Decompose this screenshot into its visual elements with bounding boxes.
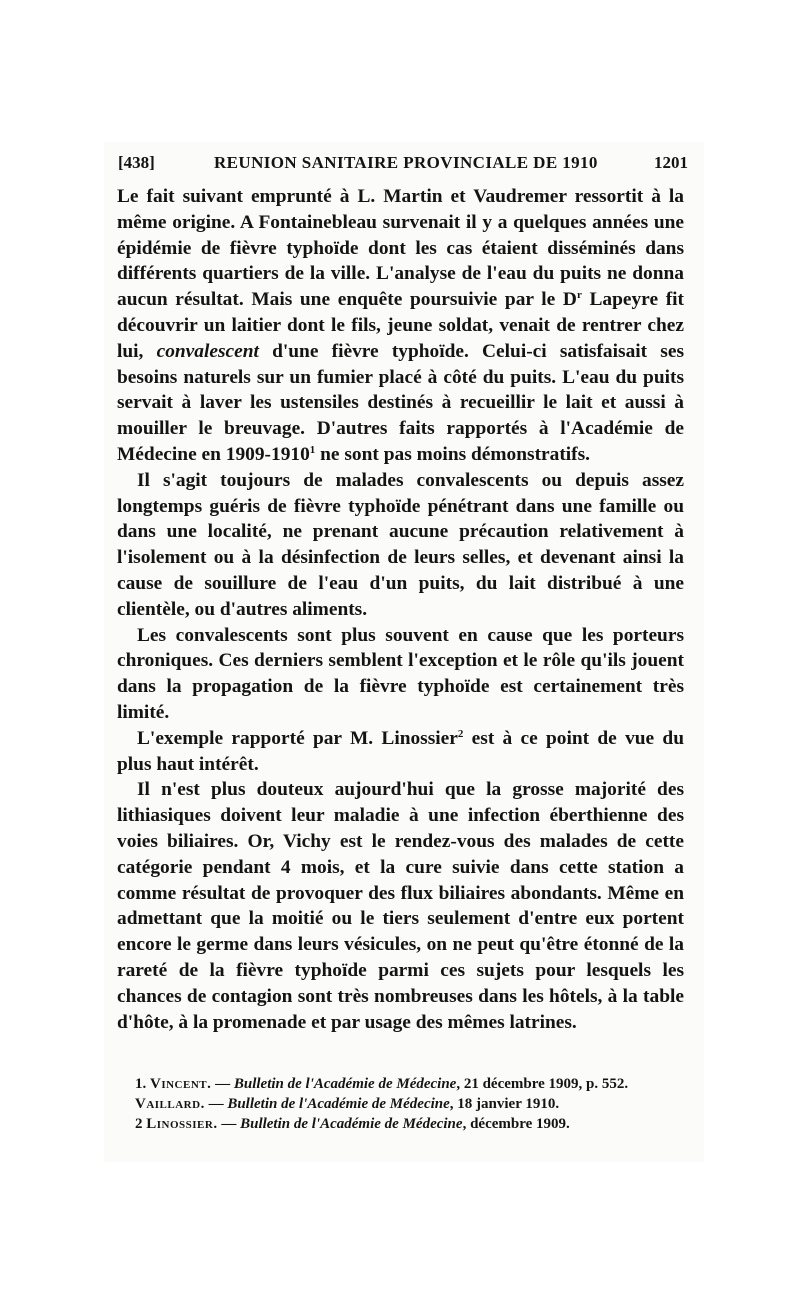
paragraph-4: L'exemple rapporté par M. Linossier$^2$ est à ce point de vue du plus haut intérêt. [117,727,684,775]
paragraph-5: Il n'est plus douteux aujourd'hui que la grosse majorité des lithiasiques doivent leur maladie à une infection éberthienne des voies biliaires. Or, Vichy est le rendez-vous des malades de cette catégorie pendant 4 mois, et la cure suivie dans cette station a comme résultat de provoquer des flux biliaires abondants. Même en admettant que la moitié ou le tiers seulement d'entre eux portent encore le germe dans leurs vésicules, on ne peut qu'être étonné de la rareté de la fièvre typhoïde parmi ces sujets pour lesquels les chances de contagion sont très nombreuses dans les hôtels, à la table d'hôte, à la promenade et par usage des mêmes latrines. [117,779,684,1033]
running-header [118,153,688,181]
footnote-journal: Bulletin de l'Académie de Médecine [233,1076,457,1092]
paragraph-3: Les convalescents sont plus souvent en cause que les porteurs chroniques. Ces derniers semblent l'exception et le rôle qu'ils jouent dans la propagation de la fièvre typhoïde est certainement très limité. [117,624,684,723]
footnote-journal: Bulletin de l'Académie de Médecine [240,1116,463,1132]
paragraph-2: Il s'agit toujours de malades convalescents ou depuis assez longtemps guéris de fièvre typhoïde pénétrant dans une famille ou dans une localité, ne prenant aucune précaution relativement à l'isolement ou à la désinfection de leurs selles, et devenant ainsi la cause de souillure de l'eau d'un puits, du lait distribué à une clientèle, ou d'autres aliments. [117,469,684,620]
footnote: 2 Linossier. — Bulletin de l'Académie de Médecine, décembre 1909. [135,1116,570,1132]
footnote: 1. Vincent. — Bulletin de l'Académie de Médecine, 21 décembre 1909, p. 552. [135,1076,629,1092]
paragraph-1: Le fait suivant emprunté à L. Martin et Vaudremer ressortit à la même origine. A Fontainebleau survenait il y a quelques années une épidémie de fièvre typhoïde dont les cas étaient disséminés dans différents quartiers de la ville. L'analyse de l'eau du puits ne donna aucun résultat. Mais une enquête poursuivie par le $D^r$ Lapeyre fit découvrir un laitier dont le fils, jeune soldat, venait de rentrer chez lui, convalescent d'une fièvre typhoïde. Celui-ci satisfaisait ses besoins naturels sur un fumier placé à côté du puits. L'eau du puits servait à laver les ustensiles destinés à recueillir le lait et aussi à mouiller le breuvage. D'autres faits rapportés à l'Académie de Médecine en 1909-1910$^1$ ne sont pas moins démonstratifs. [117,186,684,465]
emphasis: convalescent [156,340,259,362]
footnote-ref-2: 2 [457,727,464,740]
footnote-ref-1: 1 [309,443,316,456]
running-title: REUNION SANITAIRE PROVINCIALE DE 1910 [214,153,598,172]
footnote-journal: Bulletin de l'Académie de Médecine [227,1096,450,1112]
footnote-author: Linossier. [146,1116,218,1132]
footnotes [117,1074,684,1134]
superscript: r [576,289,582,302]
footnote-author: Vaillard. [135,1096,205,1112]
folio-number: 1201 [654,153,688,172]
footnote: Vaillard. — Bulletin de l'Académie de Médecine, 18 janvier 1910. [135,1096,560,1112]
body-text [117,184,684,1035]
footnote-author: Vincent. [150,1076,212,1092]
page-reference: [438] [118,153,155,172]
